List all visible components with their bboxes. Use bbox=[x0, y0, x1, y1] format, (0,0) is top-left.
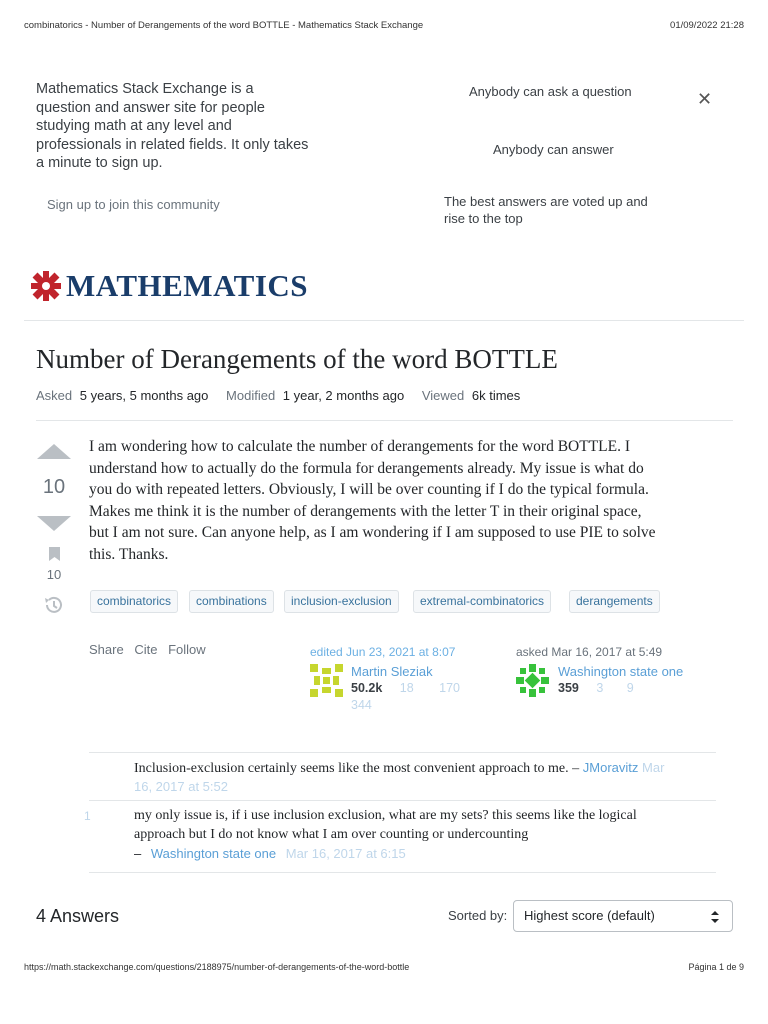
comment-2-date: Mar 16, 2017 at 6:15 bbox=[285, 846, 406, 861]
vote-score: 10 bbox=[42, 476, 66, 498]
comment-2-user[interactable]: Washington state one bbox=[150, 846, 277, 861]
editor-name[interactable]: Martin Sleziak bbox=[351, 664, 433, 679]
asked-label: Asked bbox=[36, 388, 73, 403]
tag-combinatorics[interactable]: combinatorics bbox=[90, 590, 178, 613]
comments-end-divider bbox=[89, 872, 716, 873]
print-footer-page: Página 1 de 9 bbox=[688, 962, 744, 972]
comment-2-line: approach but I do not know what I am over counting or undercounting bbox=[134, 827, 529, 842]
comment-1-user[interactable]: JMoravitz bbox=[582, 760, 639, 775]
modified-label: Modified bbox=[226, 388, 276, 403]
signup-link[interactable]: Sign up to join this community bbox=[47, 197, 220, 212]
comment-1-text: Inclusion-exclusion certainly seems like the most convenient approach to me. – bbox=[134, 761, 580, 776]
asked-value: 5 years, 5 months ago bbox=[79, 388, 209, 403]
sort-select[interactable] bbox=[513, 900, 733, 932]
tag-inclusion-exclusion[interactable]: inclusion-exclusion bbox=[284, 590, 399, 613]
question-body bbox=[89, 436, 729, 565]
site-logo-icon[interactable] bbox=[30, 270, 62, 302]
comment-2-dash: – bbox=[134, 846, 142, 861]
print-header-title: combinatorics - Number of Derangements of the word BOTTLE - Mathematics Stack Exchange bbox=[24, 20, 424, 31]
body-line: but I am not sure. Can anyone help, as I am wondering if I am supposed to use PIE to solve bbox=[89, 524, 656, 541]
body-line: this. Thanks. bbox=[89, 545, 169, 563]
post-actions bbox=[89, 642, 206, 657]
editor-stats bbox=[351, 681, 460, 695]
tag-combinations[interactable]: combinations bbox=[189, 590, 274, 613]
asker-avatar[interactable] bbox=[516, 664, 549, 697]
feature-ask: Anybody can ask a question bbox=[469, 84, 632, 99]
modified-value[interactable]: 1 year, 2 months ago bbox=[282, 388, 405, 403]
asker-stats bbox=[558, 681, 634, 695]
editor-bronze-badges: 170 bbox=[439, 681, 461, 695]
bookmark-icon[interactable] bbox=[49, 547, 60, 561]
question-title[interactable]: Number of Derangements of the word BOTTLE bbox=[36, 344, 558, 374]
bookmark-count: 10 bbox=[46, 567, 62, 582]
comment-2-line: my only issue is, if i use inclusion exclusion, what are my sets? this seems like the logical bbox=[134, 808, 637, 823]
editor-badge-extra: 344 bbox=[351, 698, 372, 712]
edited-timestamp[interactable]: edited Jun 23, 2021 at 8:07 bbox=[310, 645, 456, 659]
history-icon[interactable] bbox=[43, 594, 65, 616]
asker-name[interactable]: Washington state one bbox=[558, 664, 684, 679]
close-icon[interactable]: ✕ bbox=[697, 89, 713, 109]
question-meta bbox=[36, 388, 520, 403]
asker-reputation: 359 bbox=[558, 681, 579, 695]
banner-description: Mathematics Stack Exchange is a question and answer site for people studying math at any level and professionals in related fields. It only takes a minute to sign up. bbox=[36, 81, 309, 172]
comment-1 bbox=[134, 758, 714, 779]
logo-divider bbox=[24, 320, 744, 321]
print-footer-url: https://math.stackexchange.com/questions/2188975/number-of-derangements-of-the-word-bottle bbox=[24, 962, 410, 972]
comment-2-meta bbox=[134, 846, 406, 861]
body-line: I am wondering how to calculate the number of derangements for the word BOTTLE. I bbox=[89, 438, 631, 455]
body-line: understand how to actually do the formula for derangements already. My issue is what do bbox=[89, 459, 644, 477]
body-line: you do with repeated letters. Obviously, I will be over counting if I do the typical formula. bbox=[89, 481, 649, 498]
viewed-value: 6k times bbox=[471, 388, 521, 403]
feature-answer: Anybody can answer bbox=[493, 142, 614, 157]
comments-divider bbox=[89, 752, 716, 753]
answers-count: 4 Answers bbox=[36, 906, 120, 926]
cite-link[interactable]: Cite bbox=[134, 642, 158, 657]
comment-2-score: 1 bbox=[84, 809, 91, 823]
print-header-datetime: 01/09/2022 21:28 bbox=[670, 20, 744, 31]
downvote-icon[interactable] bbox=[37, 516, 71, 531]
meta-divider bbox=[36, 420, 733, 421]
asked-timestamp: asked Mar 16, 2017 at 5:49 bbox=[516, 645, 663, 659]
editor-silver-badges: 18 bbox=[399, 681, 414, 695]
site-logo-text[interactable]: MATHEMATICS bbox=[66, 268, 309, 303]
body-line: Makes me think it is the number of derangements with the letter T in their original space, bbox=[89, 502, 642, 520]
comment-1-date: Mar bbox=[642, 760, 665, 775]
follow-link[interactable]: Follow bbox=[168, 642, 206, 657]
comment-divider bbox=[89, 800, 716, 801]
viewed-label: Viewed bbox=[421, 388, 465, 403]
sorted-by-label: Sorted by: bbox=[448, 908, 508, 923]
tag-derangements[interactable]: derangements bbox=[569, 590, 660, 613]
feature-vote: The best answers are voted up and rise to the top bbox=[444, 194, 648, 226]
tag-extremal-combinatorics[interactable]: extremal-combinatorics bbox=[413, 590, 551, 613]
comment-1-date-cont: 16, 2017 at 5:52 bbox=[134, 779, 228, 794]
editor-avatar[interactable] bbox=[310, 664, 343, 697]
comment-2-text bbox=[134, 806, 714, 844]
sort-select-value: Highest score (default) bbox=[524, 908, 655, 923]
upvote-icon[interactable] bbox=[37, 444, 71, 459]
asker-silver-badges: 3 bbox=[596, 681, 604, 695]
editor-reputation: 50.2k bbox=[351, 681, 383, 695]
asker-bronze-badges: 9 bbox=[626, 681, 634, 695]
sort-arrows-icon bbox=[710, 910, 720, 924]
share-link[interactable]: Share bbox=[89, 642, 124, 657]
